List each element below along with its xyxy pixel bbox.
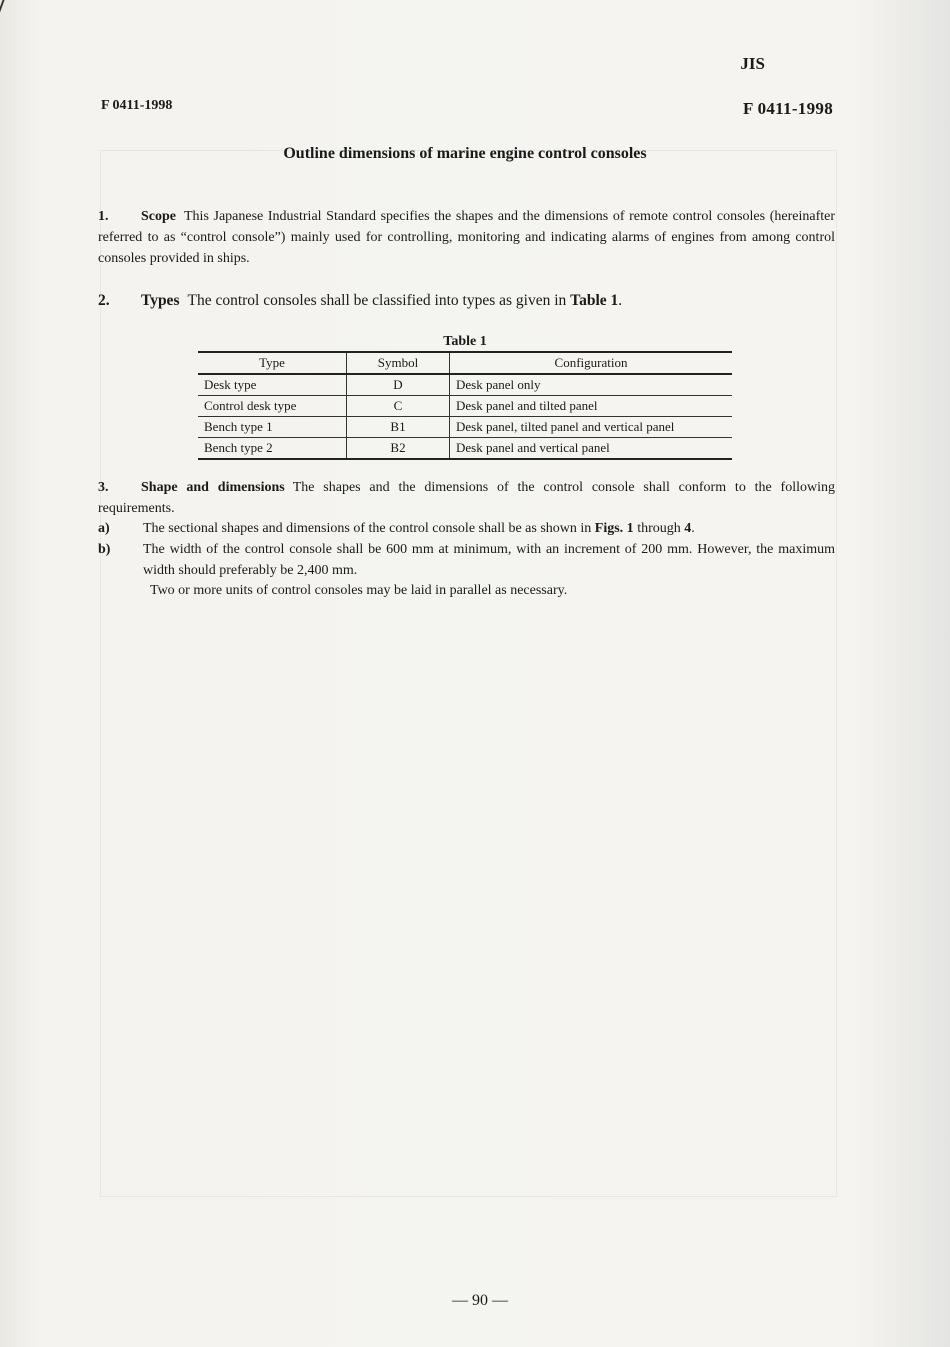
doc-number-right: F 0411-1998 <box>742 99 833 118</box>
column-header-symbol: Symbol <box>347 352 450 374</box>
figure-reference: 4 <box>684 521 692 536</box>
cell-configuration: Desk panel only <box>450 374 733 396</box>
requirement-note: Two or more units of control consoles may be laid in parallel as necessary. <box>150 583 568 598</box>
table-reference: Table 1 <box>570 292 619 309</box>
item-label: b) <box>98 542 111 557</box>
item-label: a) <box>98 521 110 536</box>
section-number: 2. <box>98 292 110 309</box>
jis-mark: JIS <box>740 54 765 73</box>
cell-symbol: D <box>347 374 450 396</box>
cell-configuration: Desk panel, tilted panel and vertical panel <box>450 417 733 438</box>
figure-reference: Figs. 1 <box>594 521 634 536</box>
section-number: 1. <box>98 209 109 224</box>
section-number: 3. <box>98 480 109 495</box>
page-title: Outline dimensions of marine engine control consoles <box>283 145 647 162</box>
types-table <box>198 351 732 460</box>
cell-type: Bench type 1 <box>198 417 347 438</box>
section-heading: Types <box>141 292 180 309</box>
scan-corner-mark <box>0 0 11 14</box>
cell-configuration: Desk panel and tilted panel <box>450 396 733 417</box>
section-text: The shapes and the dimensions of the control console shall conform to the following requirements. <box>98 480 835 516</box>
cell-type: Control desk type <box>198 396 347 417</box>
column-header-configuration: Configuration <box>450 352 733 374</box>
table-row <box>198 374 732 396</box>
section-text: The control consoles shall be classified into types as given in <box>187 292 567 309</box>
table-title: Table 1 <box>443 334 487 349</box>
section-heading: Scope <box>141 209 176 224</box>
section-shape-dimensions <box>98 477 835 519</box>
requirement-item-a: a) The sectional shapes and dimensions of the control console shall be as shown in Figs. 1 through 4. <box>98 518 835 539</box>
table-row <box>198 396 732 417</box>
cell-symbol: B1 <box>347 417 450 438</box>
doc-number-left: F 0411-1998 <box>101 98 173 113</box>
section-types: 2. Types The control consoles shall be classified into types as given in Table 1. <box>98 292 623 309</box>
cell-configuration: Desk panel and vertical panel <box>450 438 733 460</box>
section-heading: Shape and dimensions <box>141 480 285 495</box>
cell-symbol: C <box>347 396 450 417</box>
table-row <box>198 438 732 460</box>
section-scope <box>98 206 835 269</box>
cell-type: Desk type <box>198 374 347 396</box>
item-text: The sectional shapes and dimensions of the control console shall be as shown in <box>143 521 592 536</box>
section-text: This Japanese Industrial Standard specifies the shapes and the dimensions of remote control consoles (hereinafter referred to as “control console”) mainly used for controlling, monitoring and indicating alarms of engines from among control consoles provided in ships. <box>98 209 835 266</box>
cell-type: Bench type 2 <box>198 438 347 460</box>
page-number: — 90 — <box>452 1292 508 1309</box>
cell-symbol: B2 <box>347 438 450 460</box>
item-text: The width of the control console shall be 600 mm at minimum, with an increment of 200 mm. However, the maximum width should preferably be 2,400 mm. <box>143 542 835 578</box>
requirement-item-b <box>98 539 835 581</box>
table-header-row <box>198 352 732 374</box>
column-header-type: Type <box>198 352 347 374</box>
table-row <box>198 417 732 438</box>
